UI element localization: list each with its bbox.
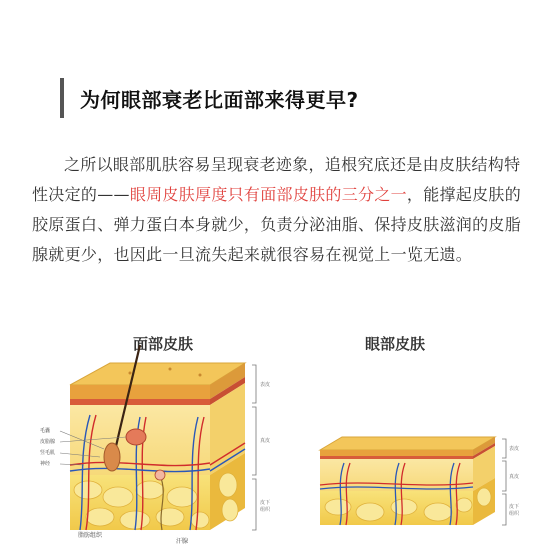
eye-dermis-label: 真皮 — [509, 474, 520, 480]
paragraph-text-2: ，能撑起皮肤的胶原蛋白、弹力蛋白本身就少，负责分泌油脂、保持皮肤滋润的皮脂腺就更少，也因此一旦流失起来就很容易在视觉上一览无遗。 — [32, 185, 522, 264]
sweat-gland-label: 汗腺 — [176, 538, 189, 545]
section-title: 为何眼部衰老比面部来得更早? — [80, 87, 359, 112]
paragraph-text-1: 之所以眼部肌肤容易呈现衰老迹象，追根究底还是由皮肤结构特性决定的—— — [32, 155, 521, 204]
heading-accent-bar — [60, 78, 64, 118]
fat-tissue-label: 脂肪组织 — [78, 532, 103, 539]
skin-illustration — [40, 325, 520, 550]
face-skin-block — [60, 345, 256, 530]
skin-comparison-figure — [40, 325, 520, 550]
follicle-label: 毛囊 — [40, 428, 51, 434]
nerve-label: 神经 — [40, 461, 51, 467]
section-heading — [60, 78, 359, 118]
paragraph-highlight: 眼周皮肤厚度只有面部皮肤的三分之一 — [129, 185, 407, 204]
face-subcutis-label: 皮下组织 — [260, 500, 271, 513]
sebaceous-gland-label: 皮脂腺 — [40, 439, 56, 445]
body-paragraph — [32, 150, 522, 270]
face-epidermis-label: 表皮 — [260, 382, 271, 388]
face-skin-label: 面部皮肤 — [133, 335, 194, 353]
face-dermis-label: 真皮 — [260, 438, 271, 444]
arrector-muscle-label: 竖毛肌 — [40, 450, 56, 456]
eye-skin-label: 眼部皮肤 — [365, 335, 426, 353]
eye-epidermis-label: 表皮 — [509, 446, 520, 452]
eye-skin-block — [320, 437, 506, 525]
eye-subcutis-label: 皮下组织 — [509, 504, 520, 517]
